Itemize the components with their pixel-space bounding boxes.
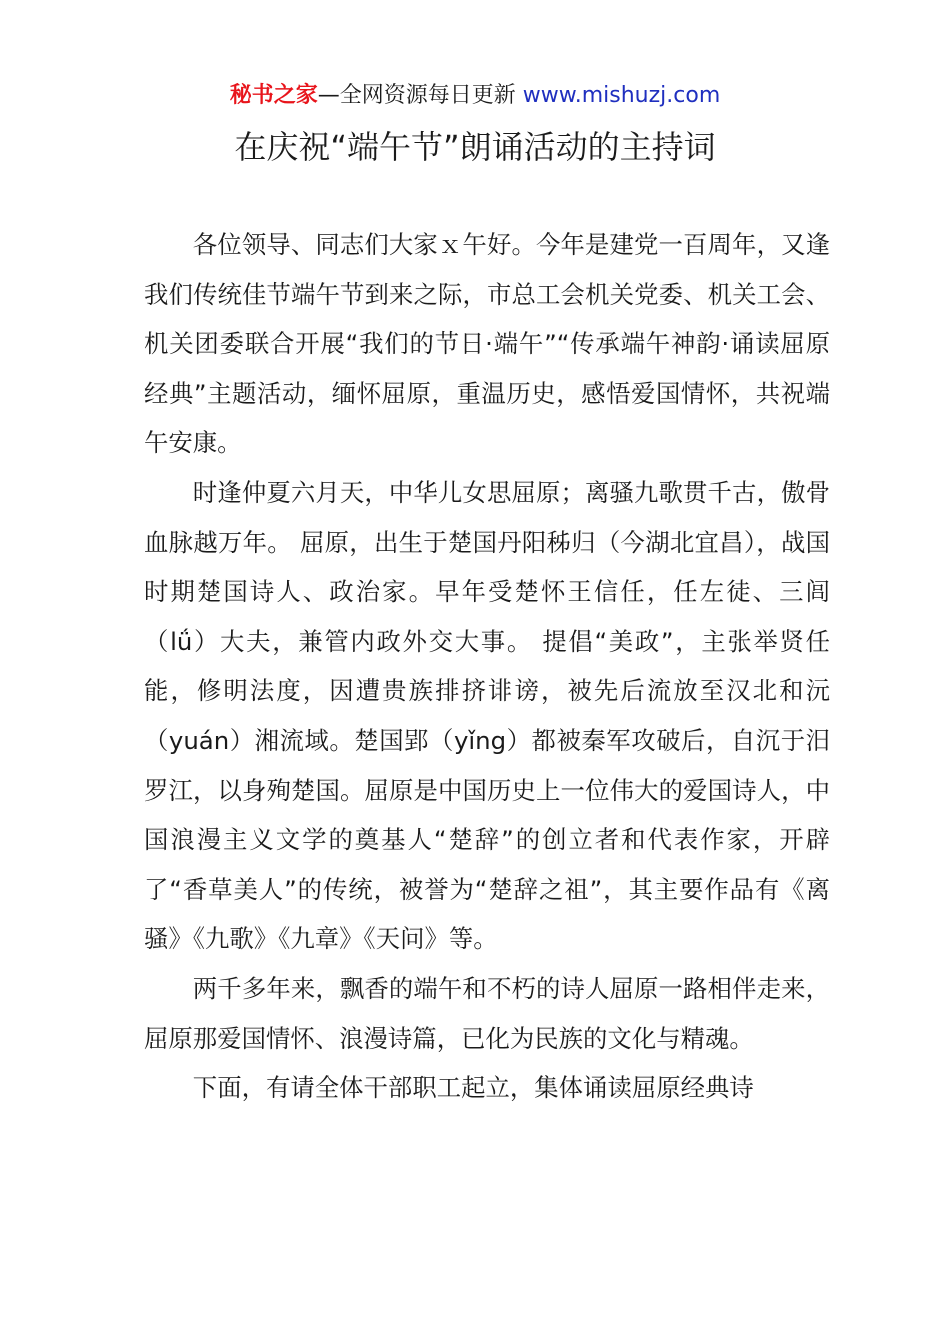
header-tagline: —全网资源每日更新	[317, 83, 523, 108]
paragraph: 两千多年来，飘香的端午和不朽的诗人屈原一路相伴走来，屈原那爱国情怀、浪漫诗篇，已化为民族的文化与精魂。	[144, 973, 830, 1053]
brand-name: 秘书之家	[229, 83, 318, 108]
document-body	[144, 220, 830, 1113]
paragraph: 时逢仲夏六月天，中华儿女思屈原；离骚九歌贯千古，傲骨血脉越万年。 屈原，出生于楚国丹阳秭归（今湖北宜昌），战国时期楚国诗人、政治家。早年受楚怀王信任，任左徒、三闾（lǘ）大夫，兼管内政外交大事。 提倡“美政”，主张举贤任能，修明法度，因遭贵族排挤诽谤，被先后流放至汉北和沅（yuán）湘流域。楚国郢（yǐng）都被秦军攻破后，自沉于汨罗江，以身殉楚国。屈原是中国历史上一位伟大的爱国诗人，中国浪漫主义文学的奠基人“楚辞”的创立者和代表作家，开辟了“香草美人”的传统，被誉为“楚辞之祖”，其主要作品有《离骚》《九歌》《九章》《天问》等。	[144, 477, 830, 954]
document-title: 在庆祝“端午节”朗诵活动的主持词	[234, 128, 716, 166]
paragraph: 下面，有请全体干部职工起立，集体诵读屈原经典诗	[192, 1073, 754, 1103]
website-link[interactable]: www.mishuzj.com	[522, 83, 721, 108]
site-header	[0, 80, 950, 112]
paragraph: 各位领导、同志们大家ｘ午好。今年是建党一百周年，又逢我们传统佳节端午节到来之际，市总工会机关党委、机关工会、机关团委联合开展“我们的节日·端午”“传承端午神韵·诵读屈原经典”主题活动，缅怀屈原，重温历史，感悟爱国情怀，共祝端午安康。	[144, 230, 830, 458]
